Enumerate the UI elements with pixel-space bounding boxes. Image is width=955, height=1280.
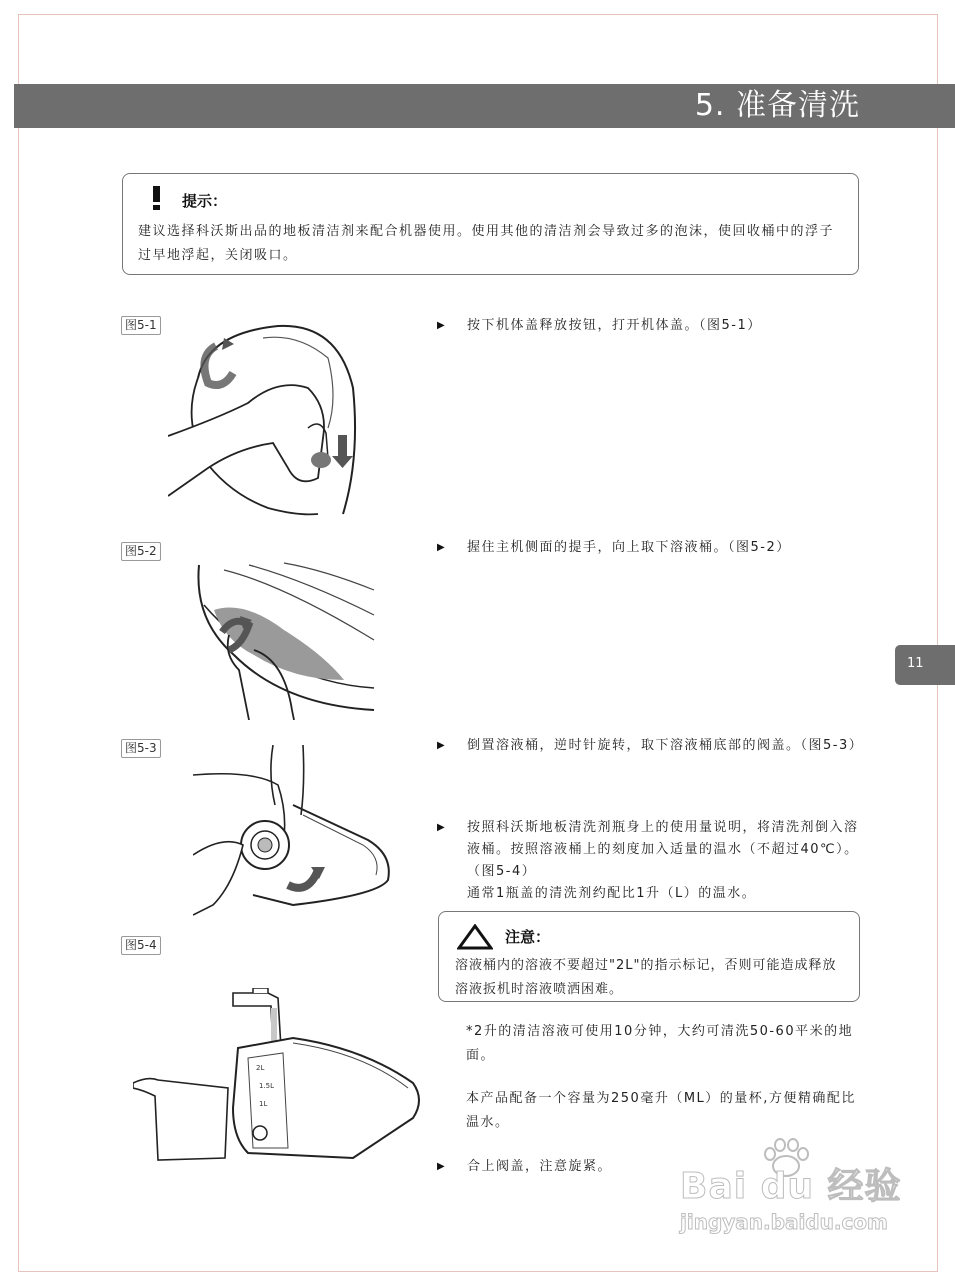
- section-title: 5. 准备清洗: [694, 88, 860, 123]
- triangle-bullet-icon: ▶: [437, 542, 447, 553]
- step-2: [437, 537, 867, 559]
- tank-mark-1l: 1L: [259, 1100, 268, 1108]
- caution-title: 注意：: [505, 928, 551, 946]
- exclamation-icon: [153, 186, 160, 210]
- step-4-extra: 通常1瓶盖的清洗剂约配比1升（L）的温水。: [467, 886, 757, 901]
- baidu-watermark: [678, 1138, 908, 1248]
- page-number: 11: [907, 656, 924, 671]
- figure-5-4-illustration: [133, 988, 428, 1168]
- step-4: [437, 817, 867, 905]
- figure-label-5-3: 图5-3: [121, 739, 161, 758]
- triangle-bullet-icon: ▶: [437, 740, 447, 751]
- tank-mark-1-5l: 1.5L: [259, 1082, 275, 1090]
- usage-note: *2升的清洁溶液可使用10分钟，大约可清洗50-60平米的地面。: [466, 1024, 854, 1063]
- figure-label-5-4: 图5-4: [121, 936, 161, 955]
- step-2-text: 握住主机侧面的提手，向上取下溶液桶。（图5-2）: [467, 540, 791, 555]
- step-4-text: 按照科沃斯地板清洗剂瓶身上的使用量说明，将清洗剂倒入溶液桶。按照溶液桶上的刻度加入适量的温水（不超过40℃）。（图5-4）: [467, 820, 859, 879]
- watermark-url: jingyan.baidu.com: [680, 1210, 888, 1234]
- page-number-tab: [895, 645, 955, 685]
- step-1-text: 按下机体盖释放按钮，打开机体盖。（图5-1）: [467, 318, 762, 333]
- step-1: [437, 315, 867, 337]
- figure-label-5-1: 图5-1: [121, 316, 161, 335]
- step-5-text: 合上阀盖，注意旋紧。: [467, 1159, 613, 1174]
- notice-box: [122, 173, 859, 275]
- section-header: [14, 84, 955, 128]
- notice-text: 建议选择科沃斯出品的地板清洁剂来配合机器使用。使用其他的清洁剂会导致过多的泡沫，使回收桶中的浮子过早地浮起，关闭吸口。: [138, 224, 835, 263]
- cup-note: 本产品配备一个容量为250毫升（ML）的量杯,方便精确配比温水。: [466, 1091, 856, 1130]
- step-3: [437, 735, 867, 757]
- warning-triangle-icon: [457, 924, 493, 950]
- watermark-brand: Bai du 经验: [680, 1166, 902, 1207]
- figure-5-1-illustration: [168, 318, 368, 518]
- triangle-bullet-icon: ▶: [437, 822, 447, 833]
- triangle-bullet-icon: ▶: [437, 1161, 447, 1172]
- step-3-text: 倒置溶液桶，逆时针旋转，取下溶液桶底部的阀盖。（图5-3）: [467, 738, 864, 753]
- caution-box: [438, 911, 860, 1002]
- figure-5-3-illustration: [193, 745, 393, 925]
- figure-5-2-illustration: [194, 560, 376, 720]
- notice-title: 提示：: [182, 192, 228, 210]
- tank-mark-2l: 2L: [256, 1064, 265, 1072]
- triangle-bullet-icon: ▶: [437, 320, 447, 331]
- caution-text: 溶液桶内的溶液不要超过"2L"的指示标记，否则可能造成释放溶液扳机时溶液喷洒困难。: [455, 958, 837, 997]
- figure-label-5-2: 图5-2: [121, 542, 161, 561]
